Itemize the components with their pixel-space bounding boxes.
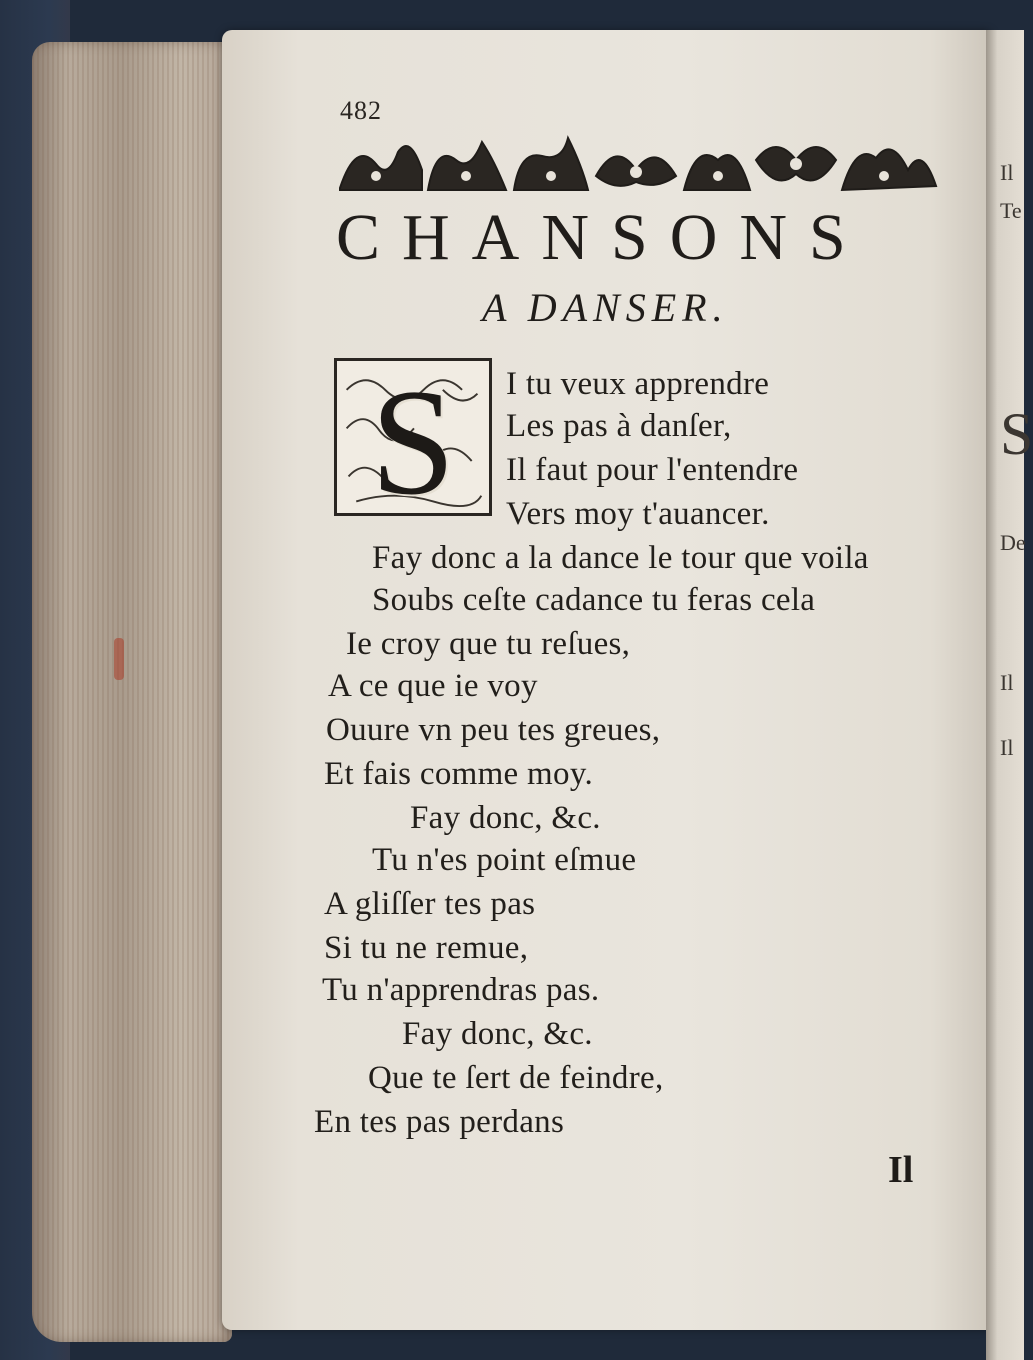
book-page-edges: [32, 42, 232, 1342]
verse-line: Et fais comme moy.: [324, 756, 594, 792]
verse-line: A gliſſer tes pas: [324, 886, 536, 922]
verse-line: Vers moy t'auancer.: [506, 496, 770, 532]
verse-line: Si tu ne remue,: [324, 930, 529, 966]
facing-page-fragment: Il: [1000, 160, 1014, 185]
facing-page-edge: [986, 30, 1033, 1360]
verse-line: Tu n'apprendras pas.: [322, 972, 600, 1008]
facing-page-fragment: Il: [1000, 670, 1014, 695]
verse-line: En tes pas perdans: [314, 1104, 565, 1140]
verse-line: Fay donc, &c.: [410, 800, 601, 836]
page-number: 482: [340, 96, 382, 125]
facing-page-fragment: S: [1000, 401, 1033, 467]
verse-line: Fay donc, &c.: [402, 1016, 593, 1052]
catchword-signature: Il: [888, 1149, 914, 1191]
verse-line: I tu veux apprendre: [506, 366, 770, 402]
verse-line: Il faut pour l'entendre: [506, 452, 799, 488]
chapter-heading: CHANSONS: [336, 201, 868, 274]
verse-line: Fay donc a la dance le tour que voila: [372, 540, 869, 576]
drop-cap-letter: S: [370, 358, 456, 526]
verse-line: Ouure vn peu tes greues,: [326, 712, 661, 748]
verse-line: Ie croy que tu reſues,: [346, 626, 631, 662]
verse-line: Que te ſert de feindre,: [368, 1060, 664, 1096]
ornament-band: [336, 130, 940, 200]
decorated-drop-cap: [334, 358, 492, 526]
verse-line: Soubs ceſte cadance tu feras cela: [372, 582, 816, 618]
facing-page-fragment: De: [1000, 530, 1026, 555]
verse-line: Les pas à danſer,: [506, 408, 732, 444]
facing-page-fragment: Te: [1000, 198, 1022, 223]
chapter-subheading: A DANSER.: [482, 285, 729, 330]
verse-line: A ce que ie voy: [328, 668, 538, 704]
verse-line: Tu n'es point eſmue: [372, 842, 637, 878]
ornament-band-graphic: [336, 130, 940, 200]
facing-page-fragment: Il: [1000, 735, 1014, 760]
